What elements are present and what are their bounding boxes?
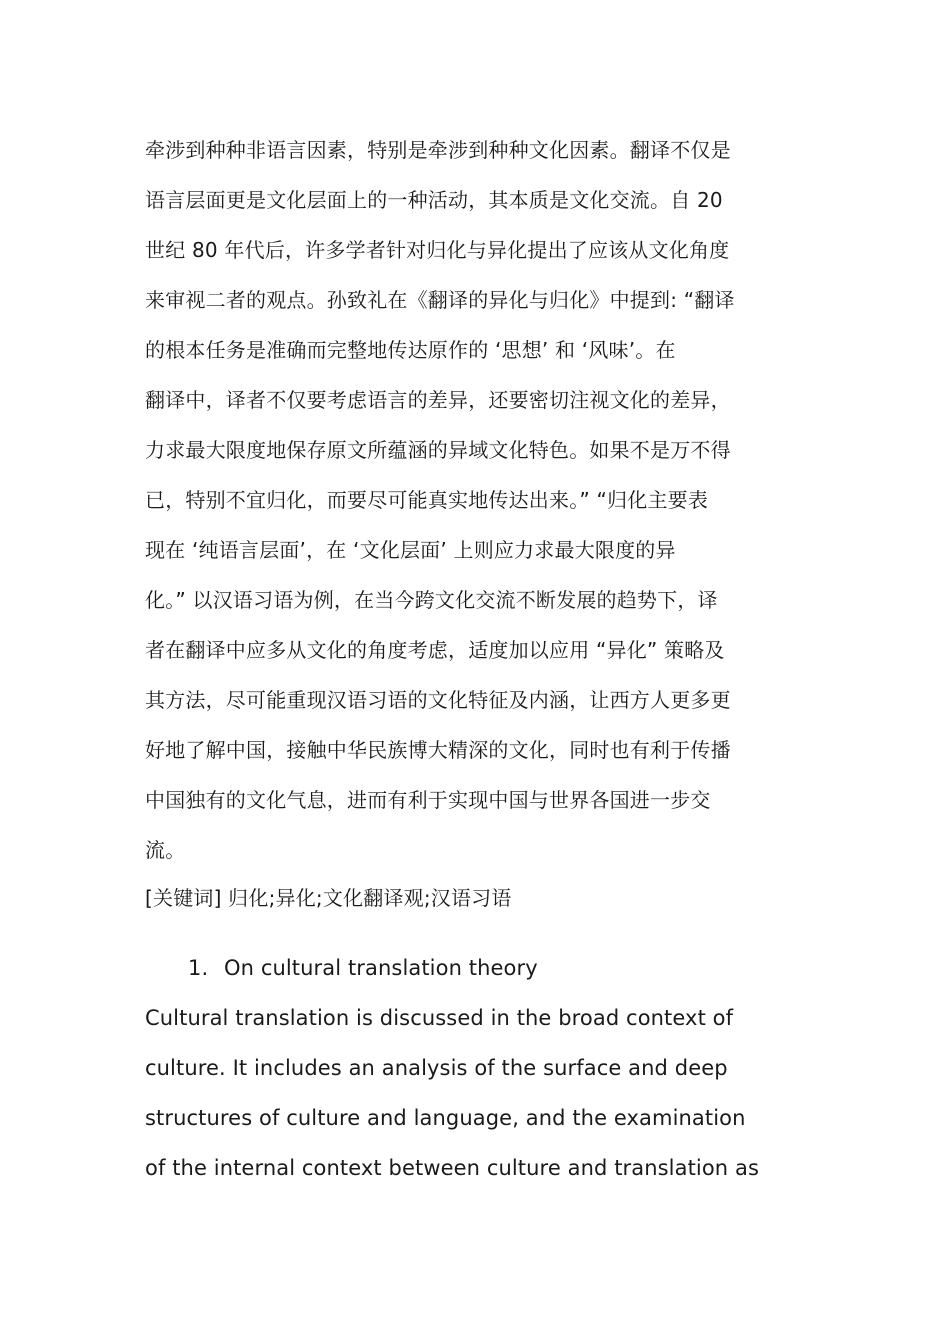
english-line: of the internal context between culture and translation as [145, 1156, 759, 1180]
section-heading [188, 954, 538, 982]
body-line: 现在 ‘纯语言层面’，在 ‘文化层面’ 上则应力求最大限度的异 [145, 538, 676, 562]
english-line: structures of culture and language, and the examination [145, 1106, 746, 1130]
body-line: 世纪 80 年代后，许多学者针对归化与异化提出了应该从文化角度 [145, 238, 730, 262]
body-line: 流。 [145, 838, 186, 862]
keywords: [关键词] 归化;异化;文化翻译观;汉语习语 [145, 886, 512, 910]
section-number: 1. [188, 956, 209, 980]
body-line: 其方法，尽可能重现汉语习语的文化特征及内涵，让西方人更多更 [145, 688, 731, 712]
body-line: 语言层面更是文化层面上的一种活动，其本质是文化交流。自 20 [145, 188, 723, 212]
body-line: 的根本任务是准确而完整地传达原作的 ‘思想’ 和 ‘风味’。在 [145, 338, 676, 362]
body-line: 翻译中，译者不仅要考虑语言的差异，还要密切注视文化的差异， [145, 388, 731, 412]
body-line: 者在翻译中应多从文化的角度考虑，适度加以应用 “异化” 策略及 [145, 638, 725, 662]
body-line: 化。” 以汉语习语为例，在当今跨文化交流不断发展的趋势下，译 [145, 588, 718, 612]
body-line: 牵涉到种种非语言因素，特别是牵涉到种种文化因素。翻译不仅是 [145, 138, 731, 162]
body-line: 力求最大限度地保存原文所蕴涵的异域文化特色。如果不是万不得 [145, 438, 731, 462]
english-line: culture. It includes an analysis of the surface and deep [145, 1056, 728, 1080]
body-line: 已，特别不宜归化，而要尽可能真实地传达出来。” “归化主要表 [145, 488, 709, 512]
section-title: On cultural translation theory [224, 956, 538, 980]
english-line: Cultural translation is discussed in the broad context of [145, 1006, 734, 1030]
body-line: 好地了解中国，接触中华民族博大精深的文化，同时也有利于传播 [145, 738, 731, 762]
body-line: 来审视二者的观点。孙致礼在《翻译的异化与归化》中提到: “翻译 [145, 288, 735, 312]
body-line: 中国独有的文化气息，进而有利于实现中国与世界各国进一步交 [145, 788, 711, 812]
